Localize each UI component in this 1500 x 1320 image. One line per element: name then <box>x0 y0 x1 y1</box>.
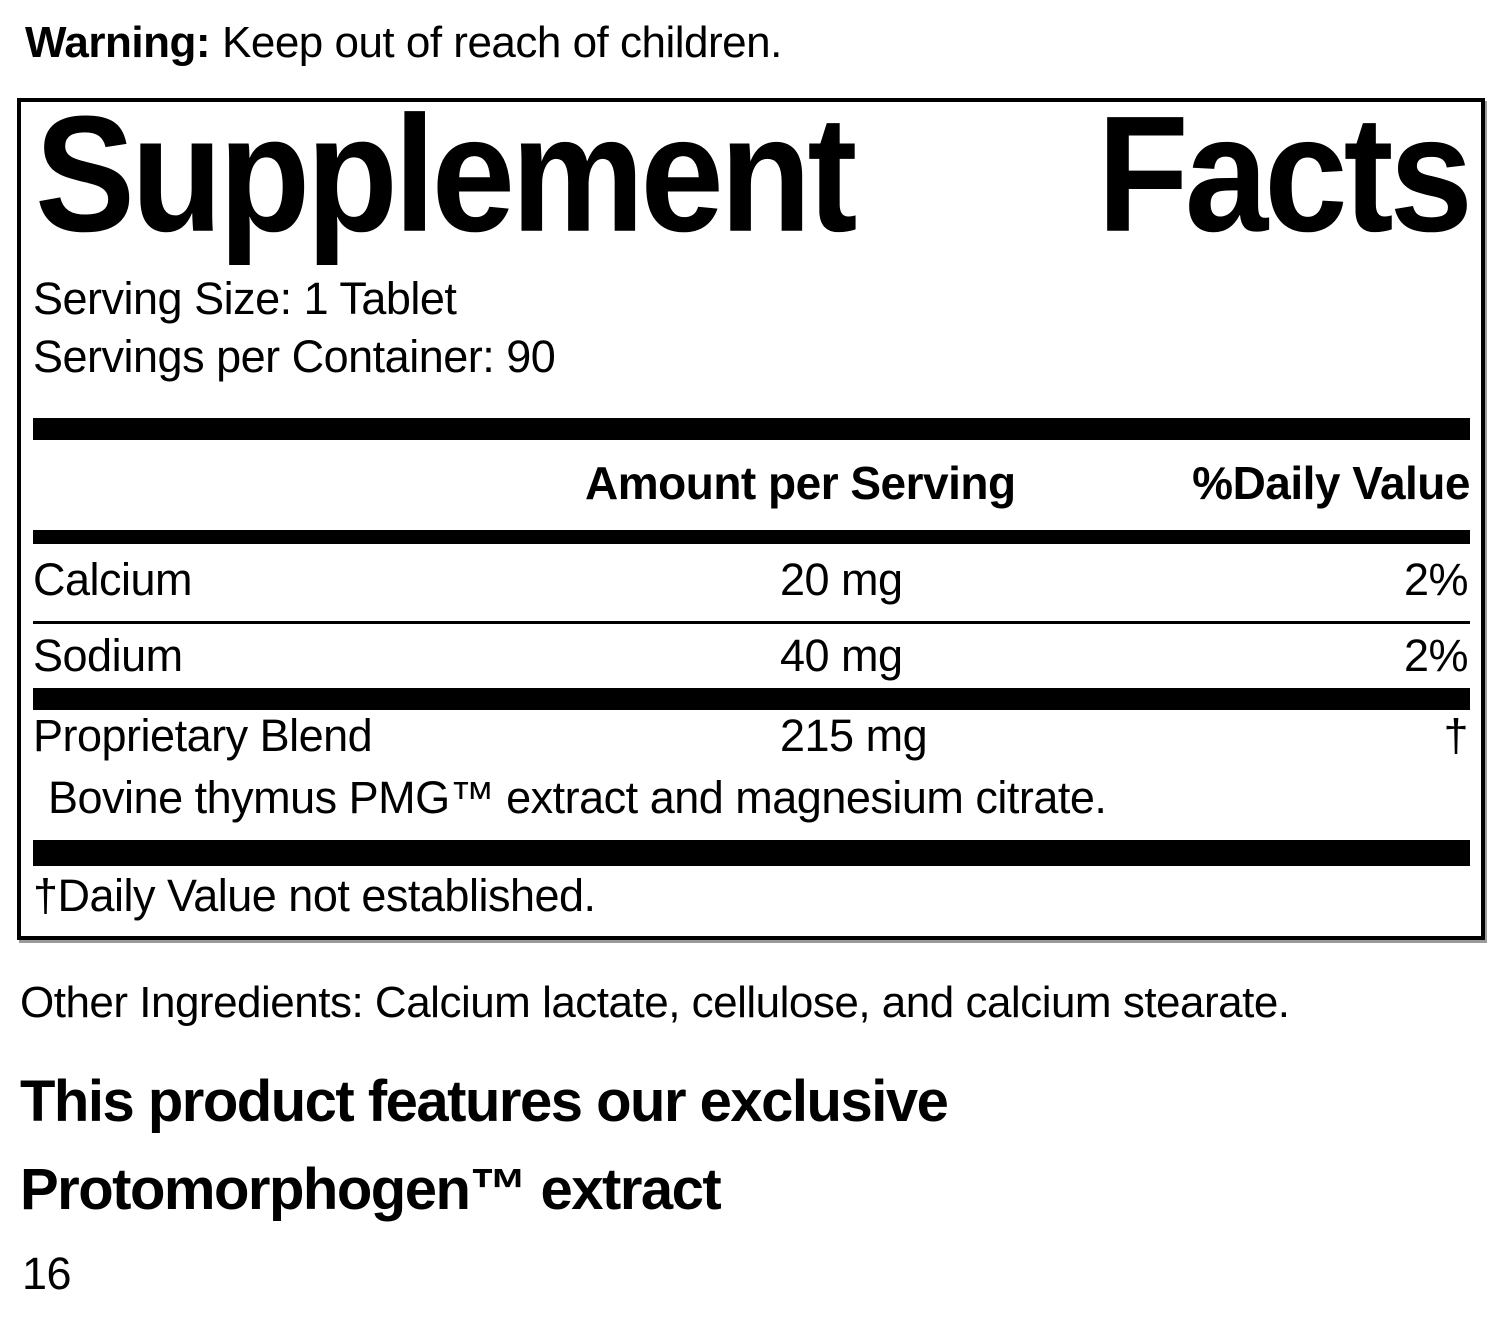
nutrient-name: Proprietary Blend <box>33 710 373 761</box>
nutrient-amount: 20 mg <box>780 554 903 605</box>
warning-line <box>25 18 782 68</box>
serving-size: Serving Size: 1 Tablet <box>33 273 457 324</box>
divider-bar-under-sodium <box>33 688 1470 710</box>
daily-value-footnote: †Daily Value not established. <box>33 870 596 921</box>
panel-title-word-facts: Facts <box>1097 81 1469 266</box>
nutrient-daily-value: 2% <box>1403 630 1468 681</box>
nutrient-daily-value: 2% <box>1403 554 1468 605</box>
nutrient-name: Sodium <box>33 630 183 681</box>
other-ingredients: Other Ingredients: Calcium lactate, cellulose, and calcium stearate. <box>20 978 1290 1027</box>
feature-heading-line1: This product features our exclusive <box>20 1069 948 1134</box>
divider-bar-under-header <box>33 530 1470 544</box>
column-header-amount: Amount per Serving <box>585 457 1016 509</box>
nutrient-daily-value-dagger: † <box>1443 710 1468 761</box>
divider-rule-thin <box>33 621 1470 624</box>
nutrient-row-calcium <box>33 552 1470 608</box>
serving-info <box>33 270 555 386</box>
servings-per-container: Servings per Container: 90 <box>33 331 556 382</box>
page-number: 16 <box>22 1248 72 1299</box>
panel-title <box>35 81 1469 266</box>
divider-bar-above-footnote <box>33 840 1470 866</box>
nutrient-name: Calcium <box>33 554 193 605</box>
nutrient-row-proprietary-blend <box>33 708 1470 764</box>
divider-bar-thick-top <box>33 418 1470 440</box>
proprietary-blend-description: Bovine thymus PMG™ extract and magnesium citrate. <box>48 772 1107 823</box>
column-header-row <box>33 456 1470 508</box>
feature-heading-line2: Protomorphogen™ extract <box>20 1157 721 1222</box>
column-header-daily-value: %Daily Value <box>1192 457 1470 509</box>
warning-text: Keep out of reach of children. <box>222 18 782 67</box>
nutrient-amount: 40 mg <box>780 630 903 681</box>
feature-heading <box>20 1058 947 1234</box>
warning-label: Warning: <box>25 18 210 67</box>
supplement-facts-panel <box>17 81 1485 940</box>
panel-title-word-supplement: Supplement <box>35 81 854 266</box>
nutrient-row-sodium <box>33 628 1470 684</box>
nutrient-amount: 215 mg <box>780 710 928 761</box>
